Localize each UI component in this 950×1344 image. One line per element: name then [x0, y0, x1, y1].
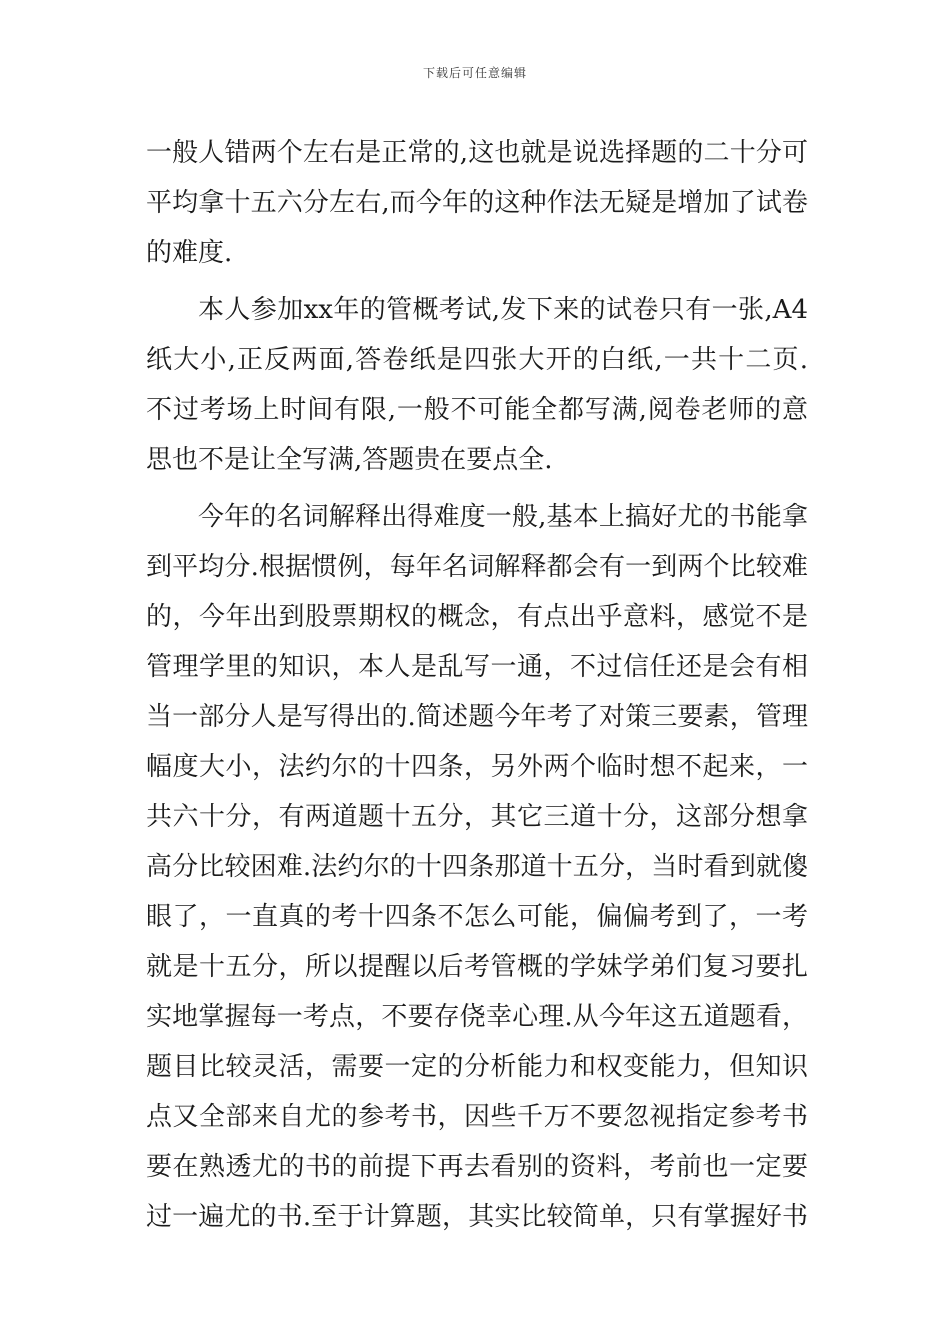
paragraph-3 — [146, 492, 808, 1242]
text-line: 不过考场上时间有限,一般不可能全都写满,阅卷老师的意 — [146, 395, 808, 425]
text-line: 实地掌握每一考点，不要存侥幸心理.从今年这五道题看， — [146, 1002, 808, 1032]
text-line: 一般人错两个左右是正常的,这也就是说选择题的二十分可 — [146, 138, 808, 168]
text-line: 幅度大小，法约尔的十四条，另外两个临时想不起来，一 — [146, 752, 808, 782]
text-line: 眼了，一直真的考十四条不怎么可能，偏偏考到了，一考 — [146, 902, 808, 932]
text-line: 题目比较灵活，需要一定的分析能力和权变能力，但知识 — [146, 1052, 808, 1082]
text-line: 高分比较困难.法约尔的十四条那道十五分，当时看到就傻 — [146, 852, 808, 882]
text-line: 平均拿十五六分左右,而今年的这种作法无疑是增加了试卷 — [146, 188, 808, 218]
text-line: 点又全部来自尤的参考书，因些千万不要忽视指定参考书 — [146, 1102, 808, 1132]
text-line: 思也不是让全写满,答题贵在要点全. — [146, 445, 553, 475]
text-line: 今年的名词解释出得难度一般,基本上搞好尤的书能拿 — [198, 502, 808, 532]
page-header: 下载后可任意编辑 — [422, 66, 527, 80]
text-line: 当一部分人是写得出的.简述题今年考了对策三要素，管理 — [146, 702, 808, 732]
text-line: 到平均分.根据惯例，每年名词解释都会有一到两个比较难 — [146, 552, 808, 582]
paragraph-2 — [146, 285, 808, 485]
text-line: 过一遍尤的书.至于计算题，其实比较简单，只有掌握好书 — [146, 1202, 808, 1232]
text-line: 的，今年出到股票期权的概念，有点出乎意料，感觉不是 — [146, 602, 808, 632]
text-line: 管理学里的知识，本人是乱写一通，不过信任还是会有相 — [146, 652, 808, 682]
text-line: 共六十分，有两道题十五分，其它三道十分，这部分想拿 — [146, 802, 808, 832]
text-line: 本人参加xx年的管概考试,发下来的试卷只有一张,A4 — [198, 295, 808, 325]
text-line: 就是十五分，所以提醒以后考管概的学妹学弟们复习要扎 — [146, 952, 808, 982]
text-line: 的难度. — [146, 238, 233, 268]
paragraph-1 — [146, 128, 808, 278]
text-line: 纸大小,正反两面,答卷纸是四张大开的白纸,一共十二页. — [146, 345, 808, 375]
text-line: 要在熟透尤的书的前提下再去看别的资料，考前也一定要 — [146, 1152, 808, 1182]
document-body — [146, 128, 808, 1242]
